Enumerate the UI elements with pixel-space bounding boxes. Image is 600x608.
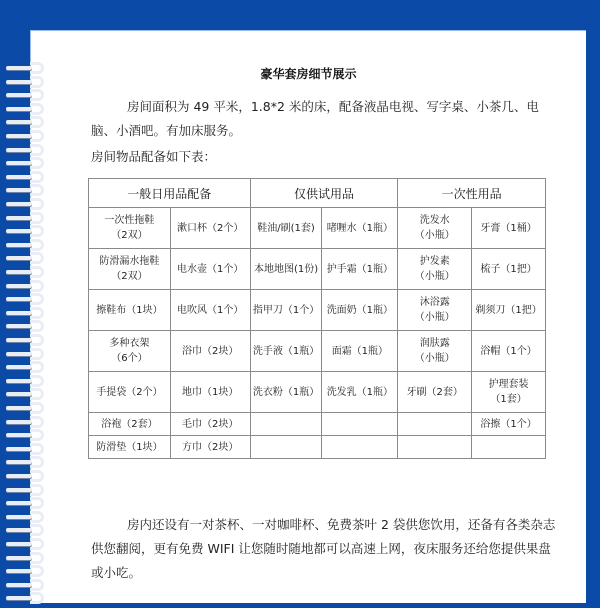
table-row bbox=[89, 413, 546, 436]
table-cell: 牙膏（1桶） bbox=[472, 208, 546, 249]
header-daily: 一般日用品配备 bbox=[89, 179, 251, 208]
table-cell bbox=[322, 413, 398, 436]
table-cell: 牙刷（2套） bbox=[398, 372, 472, 413]
table-cell: 剃须刀（1把） bbox=[472, 290, 546, 331]
closing-paragraph: 房内还设有一对茶杯、一对咖啡杯、免费茶叶 2 袋供您饮用，还备有各类杂志供您翻阅，更有免费 WIFI 让您随时随地都可以高速上网，夜床服务还给您提供果盘或小吃。 bbox=[91, 517, 556, 580]
page-title: 豪华套房细节展示 bbox=[260, 67, 357, 81]
table-cell: 多种衣架 （6个） bbox=[89, 331, 171, 372]
table-cell: 沐浴露 （小瓶） bbox=[398, 290, 472, 331]
header-trial: 仅供试用品 bbox=[250, 179, 398, 208]
header-disposable: 一次性用品 bbox=[398, 179, 546, 208]
table-cell: 面霜（1瓶） bbox=[322, 331, 398, 372]
table-header-row bbox=[89, 179, 546, 208]
table-cell: 润肤露 （小瓶） bbox=[398, 331, 472, 372]
table-cell: 指甲刀（1个） bbox=[250, 290, 322, 331]
table-cell: 手提袋（2个） bbox=[89, 372, 171, 413]
table-cell: 洗衣粉（1瓶） bbox=[250, 372, 322, 413]
amenities-table bbox=[88, 178, 546, 459]
table-cell: 梳子（1把） bbox=[472, 249, 546, 290]
table-row bbox=[89, 290, 546, 331]
table-cell: 浴巾（2块） bbox=[170, 331, 250, 372]
table-cell: 洗发乳（1瓶） bbox=[322, 372, 398, 413]
table-cell: 鞋油/刷(1套) bbox=[250, 208, 322, 249]
intro-paragraph: 房间面积为 49 平米，1.8*2 米的床，配备液晶电视、写字桌、小茶几、电脑、小酒吧。有加床服务。 bbox=[91, 99, 539, 138]
table-cell: 漱口杯（2个） bbox=[170, 208, 250, 249]
table-row bbox=[89, 331, 546, 372]
table-cell: 擦鞋布（1块） bbox=[89, 290, 171, 331]
table-cell bbox=[398, 436, 472, 459]
binding-ring-icon bbox=[4, 590, 50, 608]
table-cell: 防滑漏水拖鞋 （2双） bbox=[89, 249, 171, 290]
table-cell: 护发素 （小瓶） bbox=[398, 249, 472, 290]
table-cell: 本地地图(1份) bbox=[250, 249, 322, 290]
table-row bbox=[89, 372, 546, 413]
table-row bbox=[89, 208, 546, 249]
table-cell: 电吹风（1个） bbox=[170, 290, 250, 331]
notebook-page bbox=[30, 30, 586, 603]
table-cell: 电水壶（1个） bbox=[170, 249, 250, 290]
table-cell: 一次性拖鞋 （2双） bbox=[89, 208, 171, 249]
table-cell: 地巾（1块） bbox=[170, 372, 250, 413]
table-cell bbox=[472, 436, 546, 459]
table-cell: 洗手液（1瓶） bbox=[250, 331, 322, 372]
table-cell: 洗发水 （小瓶） bbox=[398, 208, 472, 249]
table-cell bbox=[398, 413, 472, 436]
table-row bbox=[89, 249, 546, 290]
table-cell bbox=[250, 436, 322, 459]
table-cell: 洗面奶（1瓶） bbox=[322, 290, 398, 331]
table-caption: 房间物品配备如下表： bbox=[91, 149, 217, 164]
table-row bbox=[89, 436, 546, 459]
table-cell: 护手霜（1瓶） bbox=[322, 249, 398, 290]
table-cell: 浴擦（1个） bbox=[472, 413, 546, 436]
table-cell bbox=[322, 436, 398, 459]
table-cell: 浴袍（2套） bbox=[89, 413, 171, 436]
table-cell bbox=[250, 413, 322, 436]
spiral-binding bbox=[4, 60, 50, 602]
table-cell: 防滑垫（1块） bbox=[89, 436, 171, 459]
table-cell: 啫喱水（1瓶） bbox=[322, 208, 398, 249]
table-cell: 护理套装 （1套） bbox=[472, 372, 546, 413]
table-cell: 浴帽（1个） bbox=[472, 331, 546, 372]
table-cell: 方巾（2块） bbox=[170, 436, 250, 459]
table-cell: 毛巾（2块） bbox=[170, 413, 250, 436]
